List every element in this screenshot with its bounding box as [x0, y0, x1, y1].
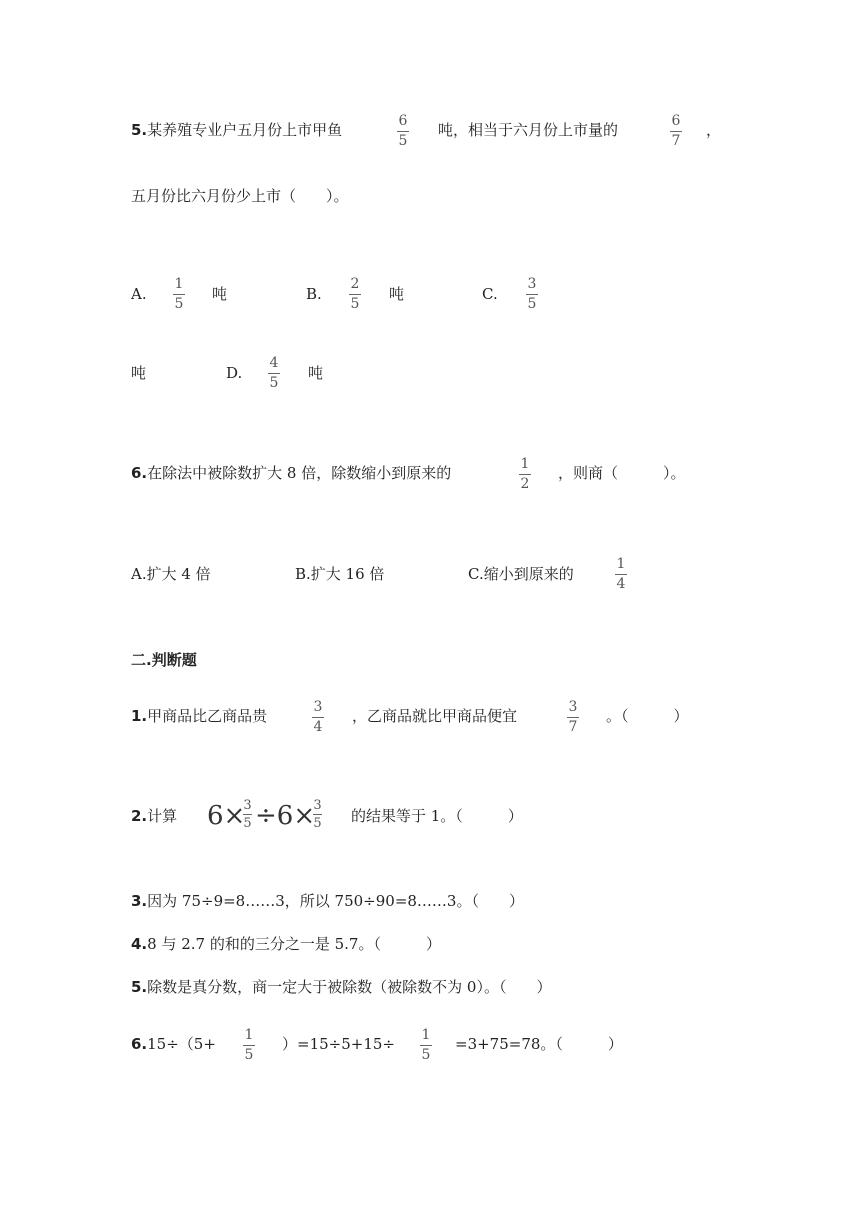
fraction [420, 1028, 432, 1063]
denominator: 5 [269, 375, 279, 391]
fraction [313, 799, 322, 830]
fraction [397, 114, 409, 149]
numerator: 1 [421, 1027, 431, 1043]
judge-6 [131, 1034, 216, 1054]
fraction [312, 700, 324, 735]
expr-part: 6× [207, 801, 246, 831]
fraction [567, 700, 579, 735]
numerator: 6 [671, 113, 681, 129]
fraction [670, 114, 682, 149]
question-text: 15÷（5+ [147, 1035, 216, 1053]
math-expression [207, 797, 337, 841]
comma: ， [706, 121, 722, 139]
fraction [526, 277, 538, 312]
numerator: 1 [616, 556, 626, 572]
question-text: 计算 [147, 807, 178, 825]
option-b[interactable]: B.扩大 16 倍 [295, 565, 385, 583]
denominator: 5 [174, 296, 184, 312]
question-text: 除数是真分数，商一定大于被除数（被除数不为 0）。（ ） [147, 978, 552, 996]
answer-blank[interactable]: 。（ ） [606, 707, 689, 725]
question-text: ，则商（ ）。 [558, 464, 686, 482]
judge-2 [131, 806, 177, 826]
section-title: 二.判断题 [131, 651, 197, 669]
numerator: 3 [527, 276, 537, 292]
numerator: 3 [243, 798, 252, 813]
option-a-unit: 吨 [212, 285, 228, 303]
numerator: 1 [174, 276, 184, 292]
question-text: 8 与 2.7 的和的三分之一是 5.7。（ ） [147, 935, 441, 953]
denominator: 5 [527, 296, 537, 312]
numerator: 4 [269, 355, 279, 371]
numerator: 3 [313, 699, 323, 715]
question-text: 在除法中被除数扩大 8 倍，除数缩小到原来的 [147, 464, 452, 482]
numerator: 3 [568, 699, 578, 715]
question-number: 3. [131, 892, 148, 910]
question-number: 5. [131, 121, 148, 139]
denominator: 5 [350, 296, 360, 312]
denominator: 5 [398, 133, 408, 149]
question-text: =3+75=78。（ ） [455, 1035, 623, 1053]
judge-1 [131, 706, 267, 726]
judge-3 [131, 891, 524, 911]
question-number: 6. [131, 1035, 148, 1053]
fraction [615, 557, 627, 592]
question-number: 1. [131, 707, 148, 725]
question-text: 的结果等于 1。（ ） [351, 807, 523, 825]
question-text: 因为 75÷9=8……3，所以 750÷90=8……3。（ ） [147, 892, 524, 910]
numerator: 3 [313, 798, 322, 813]
fraction [519, 457, 531, 492]
option-d-unit: 吨 [308, 364, 324, 382]
fraction [268, 356, 280, 391]
question-6 [131, 463, 451, 483]
option-b-label[interactable]: B. [306, 285, 322, 303]
denominator: 5 [244, 1047, 254, 1063]
denominator: 7 [671, 133, 681, 149]
denominator: 2 [520, 476, 530, 492]
question-text: 某养殖专业户五月份上市甲鱼 [147, 121, 343, 139]
question-text: ）=15÷5+15÷ [282, 1035, 395, 1053]
expr-part: ÷6× [255, 801, 316, 831]
denominator: 4 [616, 576, 626, 592]
denominator: 5 [421, 1047, 431, 1063]
numerator: 1 [244, 1027, 254, 1043]
question-number: 6. [131, 464, 148, 482]
question-text-line2: 五月份比六月份少上市（ ）。 [131, 187, 349, 205]
numerator: 1 [520, 456, 530, 472]
fraction [349, 277, 361, 312]
option-a-label[interactable]: A. [131, 285, 147, 303]
option-d-label[interactable]: D. [226, 364, 243, 382]
question-5 [131, 120, 342, 140]
numerator: 2 [350, 276, 360, 292]
option-a[interactable]: A.扩大 4 倍 [131, 565, 211, 583]
option-b-unit: 吨 [389, 285, 405, 303]
option-c[interactable]: C.缩小到原来的 [468, 565, 574, 583]
question-number: 2. [131, 807, 148, 825]
question-text: 吨，相当于六月份上市量的 [438, 121, 619, 139]
numerator: 6 [398, 113, 408, 129]
option-c-label[interactable]: C. [482, 285, 498, 303]
denominator: 5 [313, 816, 322, 831]
fraction [173, 277, 185, 312]
option-c-unit: 吨 [131, 364, 147, 382]
judge-4 [131, 934, 441, 954]
denominator: 4 [313, 719, 323, 735]
question-text: ，乙商品就比甲商品便宜 [352, 707, 518, 725]
denominator: 7 [568, 719, 578, 735]
question-text: 甲商品比乙商品贵 [147, 707, 268, 725]
fraction [243, 799, 252, 830]
judge-5 [131, 977, 551, 997]
fraction [243, 1028, 255, 1063]
question-number: 4. [131, 935, 148, 953]
question-number: 5. [131, 978, 148, 996]
denominator: 5 [243, 816, 252, 831]
